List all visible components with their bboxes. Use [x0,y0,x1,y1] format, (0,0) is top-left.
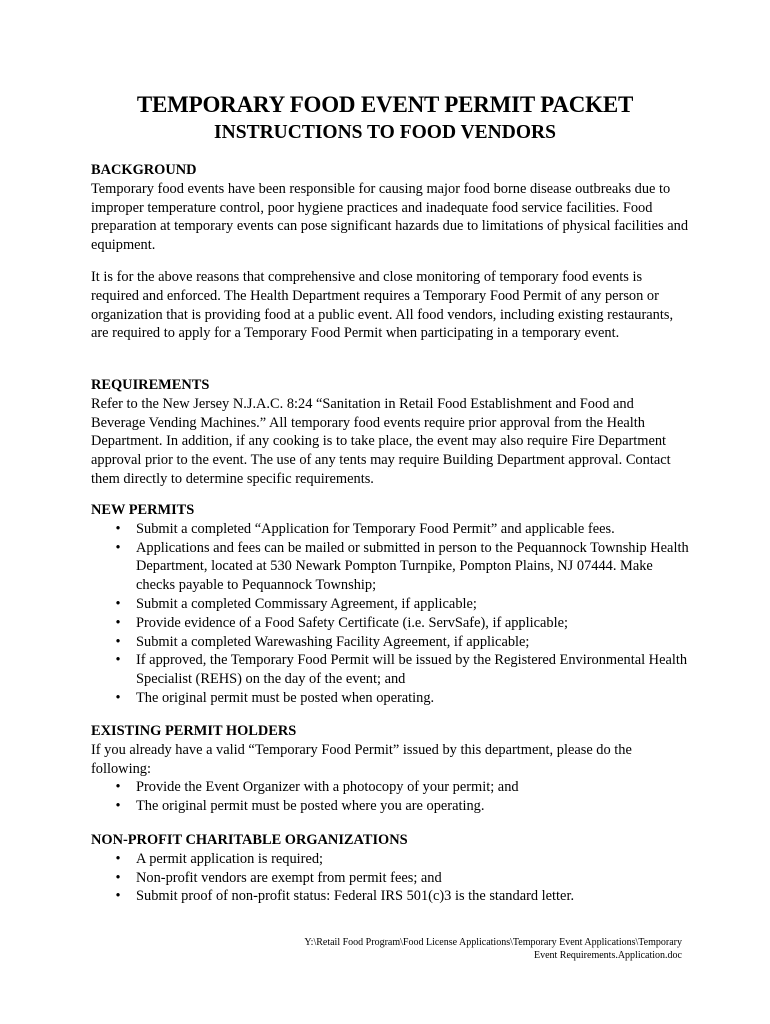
list-item [91,651,691,689]
bullet-icon: • [115,539,121,556]
list-item-text: Provide evidence of a Food Safety Certificate (i.e. ServSafe), if applicable; [136,614,568,631]
new-permits-heading: NEW PERMITS [91,502,195,518]
bullet-icon: • [115,798,121,815]
list-item-text: Submit a completed Commissary Agreement, if applicable; [136,595,477,612]
footer-line-1: Y:\Retail Food Program\Food License Applications\Temporary Event Applications\Temporary [304,937,682,948]
bullet-icon: • [115,652,121,669]
list-item-text: The original permit must be posted when operating. [136,689,435,706]
file-path-footer [262,936,682,962]
list-item [91,887,691,906]
bullet-icon: • [115,595,121,612]
requirements-heading: REQUIREMENTS [91,377,210,393]
bullet-icon: • [115,888,121,905]
background-paragraph-2: It is for the above reasons that comprehensive and close monitoring of temporary food events is required and enforced. The Health Department requires a Temporary Food Permit of any person or organization that is providing food at a public event. All food vendors, including existing restaurants, are required to apply for a Temporary Food Permit when participating in a temporary event. [91,269,674,342]
document-title: TEMPORARY FOOD EVENT PERMIT PACKET [136,92,634,117]
background-paragraph-1: Temporary food events have been responsible for causing major food borne disease outbreaks due to improper temperature control, poor hygiene practices and inadequate food service facilities. Food preparation at temporary events can pose significant hazards due to limitations of physical facilities and equipment. [91,180,689,254]
list-item [91,595,691,614]
document-subtitle: INSTRUCTIONS TO FOOD VENDORS [214,122,556,143]
list-item-text: A permit application is required; [136,850,324,867]
bullet-icon: • [115,689,121,706]
bullet-icon: • [115,850,121,867]
existing-holders-section [91,722,691,816]
nonprofit-list [91,850,691,906]
list-item [91,797,691,816]
list-item-text: Non-profit vendors are exempt from permit fees; and [136,869,442,886]
list-item [91,850,691,869]
new-permits-section [91,501,691,708]
background-section-2 [91,268,691,343]
bullet-icon: • [115,633,121,650]
bullet-icon: • [115,614,121,631]
list-item [91,633,691,652]
requirements-section [91,376,691,489]
bullet-icon: • [115,869,121,886]
list-item [91,539,691,595]
background-section [91,161,691,255]
nonprofit-section [91,831,691,906]
list-item [91,689,691,708]
list-item-text: If approved, the Temporary Food Permit will be issued by the Registered Environmental Health Specialist (REHS) on the day of the event; and [136,652,688,688]
list-item [91,520,691,539]
existing-holders-paragraph: If you already have a valid “Temporary Food Permit” issued by this department, please do the following: [91,741,632,777]
list-item-text: Submit a completed “Application for Temporary Food Permit” and applicable fees. [136,520,615,537]
list-item-text: Submit proof of non-profit status: Federal IRS 501(c)3 is the standard letter. [136,888,575,905]
bullet-icon: • [115,520,121,537]
background-heading: BACKGROUND [91,162,197,178]
list-item [91,869,691,888]
list-item [91,778,691,797]
footer-line-2: Event Requirements.Application.doc [533,950,682,961]
list-item [91,614,691,633]
list-item-text: Provide the Event Organizer with a photocopy of your permit; and [136,779,519,796]
existing-holders-list [91,778,691,816]
requirements-paragraph: Refer to the New Jersey N.J.A.C. 8:24 “Sanitation in Retail Food Establishment and Food and Beverage Vending Machines.” All temporary food events require prior approval from the Health Department. In addition, if any cooking is to take place, the event may also require Fire Department approval prior to the event. The use of any tents may require Building Department approval. Contact them directly to determine specific requirements. [91,395,671,487]
list-item-text: The original permit must be posted where you are operating. [136,798,485,815]
existing-holders-heading: EXISTING PERMIT HOLDERS [91,723,297,739]
list-item-text: Submit a completed Warewashing Facility Agreement, if applicable; [136,633,530,650]
nonprofit-heading: NON-PROFIT CHARITABLE ORGANIZATIONS [91,832,408,848]
list-item-text: Applications and fees can be mailed or submitted in person to the Pequannock Township Health Department, located at 530 Newark Pompton Turnpike, Pompton Plains, NJ 07444. Make checks payable to Pequannock Township; [136,539,689,594]
bullet-icon: • [115,779,121,796]
new-permits-list [91,520,691,708]
